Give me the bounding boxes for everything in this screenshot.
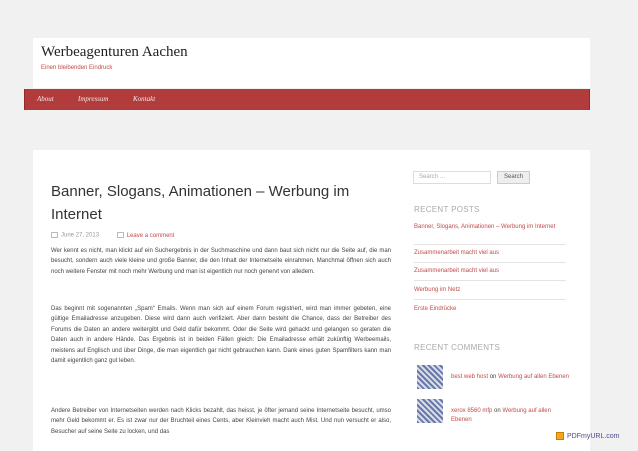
post-paragraph: Wer kennt es nicht, man klickt auf ein Suchergebnis in der Suchmaschine und dann baut sich nicht nur die Seite auf, die man besucht, sondern auch viele kleine und große Banner, die den Inhalt der Internetseite einrahmen. Manchmal öffnen sich auch noch weitere Fenster mit noch mehr Werbung und man ist eigentlich nur noch genervt von alledem. [51, 248, 391, 275]
avatar [417, 365, 443, 389]
comment-icon [117, 232, 124, 238]
content-area [33, 150, 590, 451]
post-paragraph: Andere Betreiber von Internetseiten werden nach Klicks bezahlt, das heisst, je öfter jemand seine Internetseite besucht, umso mehr Geld bekommt er. Es ist zwar nur der Bruchteil eines Cents, aber Kleinvieh macht auch Mist. Und nun versucht er also, Besucher auf seine Seite zu locken, und das [51, 408, 391, 435]
recent-post-link[interactable]: Banner, Slogans, Animationen – Werbung im Internet [414, 224, 556, 230]
recent-comment: xerox 8560 mfp on Werbung auf allen Ebenen [451, 408, 551, 423]
search-input[interactable]: Search … [413, 171, 491, 184]
search-button[interactable]: Search [497, 171, 530, 184]
comment-author-link[interactable]: best web host [451, 374, 489, 380]
pdf-icon [556, 432, 564, 440]
recent-comments-title: RECENT COMMENTS [414, 343, 501, 352]
recent-comment: best web host on Werbung auf allen Ebenen [451, 374, 570, 380]
divider [414, 280, 566, 281]
site-title[interactable]: Werbeagenturen Aachen [41, 44, 188, 60]
recent-post-link[interactable]: Zusammenarbeit macht viel aus [414, 268, 500, 274]
comment-post-link[interactable]: Werbung auf allen Ebenen [498, 374, 570, 380]
recent-post-link[interactable]: Erste Eindrücke [414, 306, 457, 312]
post-paragraph: Das beginnt mit sogenannten „Spam“ Emails. Wenn man sich auf einem Forum registriert, wird man immer gebeten, eine gültige Emailadresse anzugeben. Diese wird dann auch verifiziert. Aber dann besteht die Chance, dass der Betreiber des Forums die Daten an andere weitergibt und Geld dafür bekommt. Oder die Seite wird gehackt und gelangen so geraten die Daten auch in andere Hände. Das Ergebnis ist in beiden Fällen gleich: Die Emailadresse erhält zukünftig Werbeemails, meistens auf Englisch und über Dinge, die man eigentlich gar nicht gebrauchen kann. Dank eines guten Spamfilters kann man damit eigentlich ganz gut leben. [51, 306, 391, 365]
nav-item-kontakt[interactable]: Kontakt [133, 95, 156, 103]
main-navigation [24, 89, 590, 110]
nav-item-about[interactable]: About [37, 95, 54, 103]
recent-posts-title: RECENT POSTS [414, 205, 480, 214]
recent-post-link[interactable]: Werbung im Netz [414, 287, 461, 293]
divider [414, 299, 566, 300]
post-title[interactable]: Banner, Slogans, Animationen – Werbung im Internet [51, 183, 350, 223]
comment-post-link[interactable]: Werbung auf allen Ebenen [451, 408, 551, 423]
calendar-icon [51, 232, 58, 238]
site-header [33, 38, 590, 88]
comment-author-link[interactable]: xerox 8560 mfp [451, 408, 493, 414]
post-meta [51, 232, 174, 239]
leave-comment-link[interactable]: Leave a comment [126, 232, 175, 239]
nav-item-impressum[interactable]: Impressum [78, 95, 109, 103]
post-date[interactable]: June 27, 2013 [61, 232, 100, 239]
pdfmyurl-badge[interactable] [556, 432, 620, 440]
site-description: Einen bleibenden Eindruck [41, 65, 113, 71]
avatar [417, 399, 443, 423]
recent-post-link[interactable]: Zusammenarbeit macht viel aus [414, 250, 500, 256]
pdfmyurl-label: PDFmyURL.com [567, 432, 620, 440]
divider [414, 244, 566, 245]
divider [414, 262, 566, 263]
